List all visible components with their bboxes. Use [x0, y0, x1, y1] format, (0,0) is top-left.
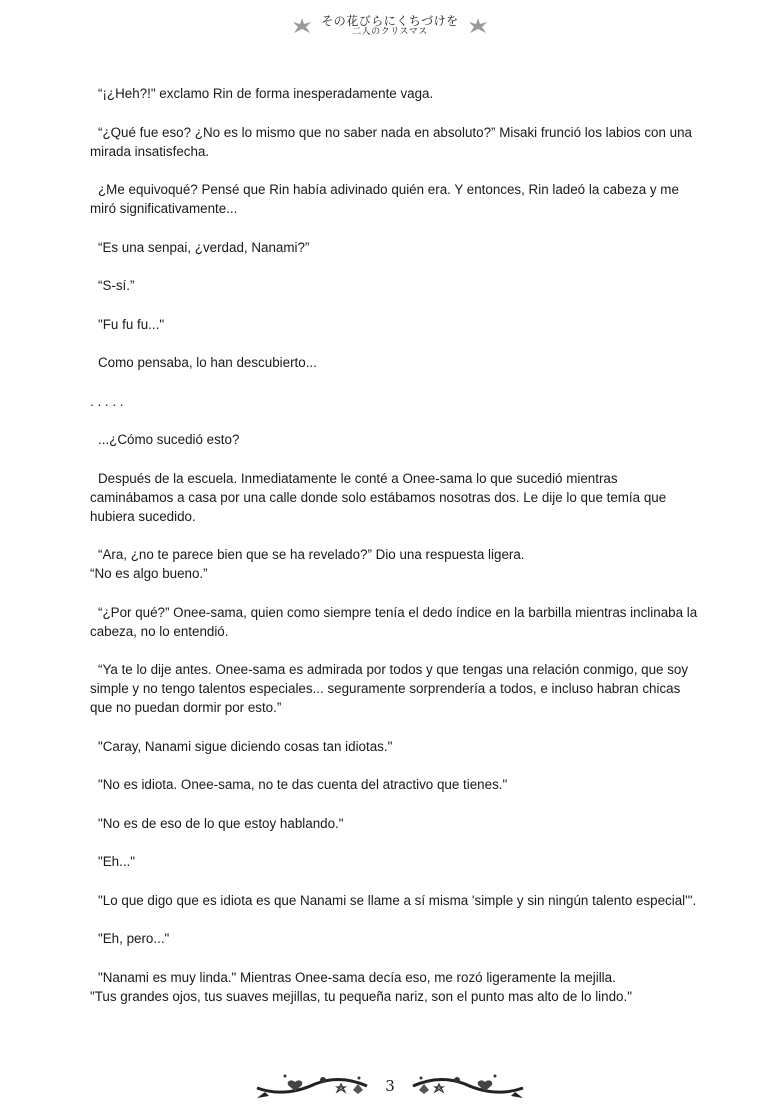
paragraph: "No es idiota. Onee-sama, no te das cuenta del atractivo que tienes." [98, 777, 508, 792]
paragraph: “Ara, ¿no te parece bien que se ha revelado?” Dio una respuesta ligera. “No es algo bueno.” [90, 547, 525, 581]
paragraph: ¿Me equivoqué? Pensé que Rin había adivinado quién era. Y entonces, Rin ladeó la cabeza y me miró significativamente... [90, 182, 679, 216]
paragraph: Después de la escuela. Inmediatamente le conté a Onee-sama lo que sucedió mientras caminábamos a casa por una calle donde solo estábamos nosotras dos. Le dije lo que temía que hubiera sucedido. [90, 470, 667, 524]
paragraph: "Eh, pero..." [98, 931, 170, 946]
paragraph: “Es una senpai, ¿verdad, Nanami?” [98, 239, 310, 255]
header-title: その花びらにくちづけを [321, 13, 459, 28]
paragraph: "Nanami es muy linda." Mientras Onee-sama decía eso, me rozó ligeramente la mejilla. "Tus grandes ojos, tus suaves mejillas, tu pequeña nariz, son el punto mas alto de lo lindo." [90, 969, 632, 1004]
paragraph: “Ya te lo dije antes. Onee-sama es admirada por todos y que tengas una relación conmigo, que soy simple y no tengo talentos especiales... seguramente sorprendería a todos, e incluso habran chicas que no puedan dormir por esto.” [90, 662, 689, 715]
sparkle-flower-icon [465, 17, 491, 35]
sparkle-flower-icon [289, 17, 315, 35]
ribbon-ornament-left-icon [255, 1068, 375, 1104]
ribbon-ornament-right-icon [405, 1068, 525, 1104]
page-body [90, 84, 700, 1025]
book-title [321, 15, 458, 37]
paragraph: “¡¿Heh?!" exclamo Rin de forma inesperadamente vaga. [98, 86, 434, 101]
paragraph: "Fu fu fu..." [98, 316, 165, 332]
paragraph: "No es de eso de lo que estoy hablando." [98, 815, 344, 831]
page-number: 3 [385, 1077, 395, 1095]
paragraph: “¿Por qué?” Onee-sama, quien como siempre tenía el dedo índice en la barbilla mientras inclinaba la cabeza, no lo entendió. [90, 604, 698, 639]
paragraph: “¿Qué fue eso? ¿No es lo mismo que no saber nada en absoluto?” Misaki frunció los labios con una mirada insatisfecha. [90, 124, 692, 159]
page-header [0, 6, 780, 46]
paragraph: Como pensaba, lo han descubierto... [98, 355, 317, 370]
paragraph: “S-sí.” [98, 278, 135, 293]
paragraph: ...¿Cómo sucedió esto? [98, 432, 240, 447]
scene-break: . . . . . [90, 393, 124, 409]
paragraph: "Eh..." [98, 854, 136, 869]
page-footer [0, 1066, 780, 1106]
paragraph: "Caray, Nanami sigue diciendo cosas tan idiotas." [98, 738, 393, 754]
paragraph: "Lo que digo que es idiota es que Nanami se llame a sí misma 'simple y sin ningún talento especial'". [98, 892, 697, 908]
header-subtitle: 二人のクリスマス [352, 26, 428, 37]
